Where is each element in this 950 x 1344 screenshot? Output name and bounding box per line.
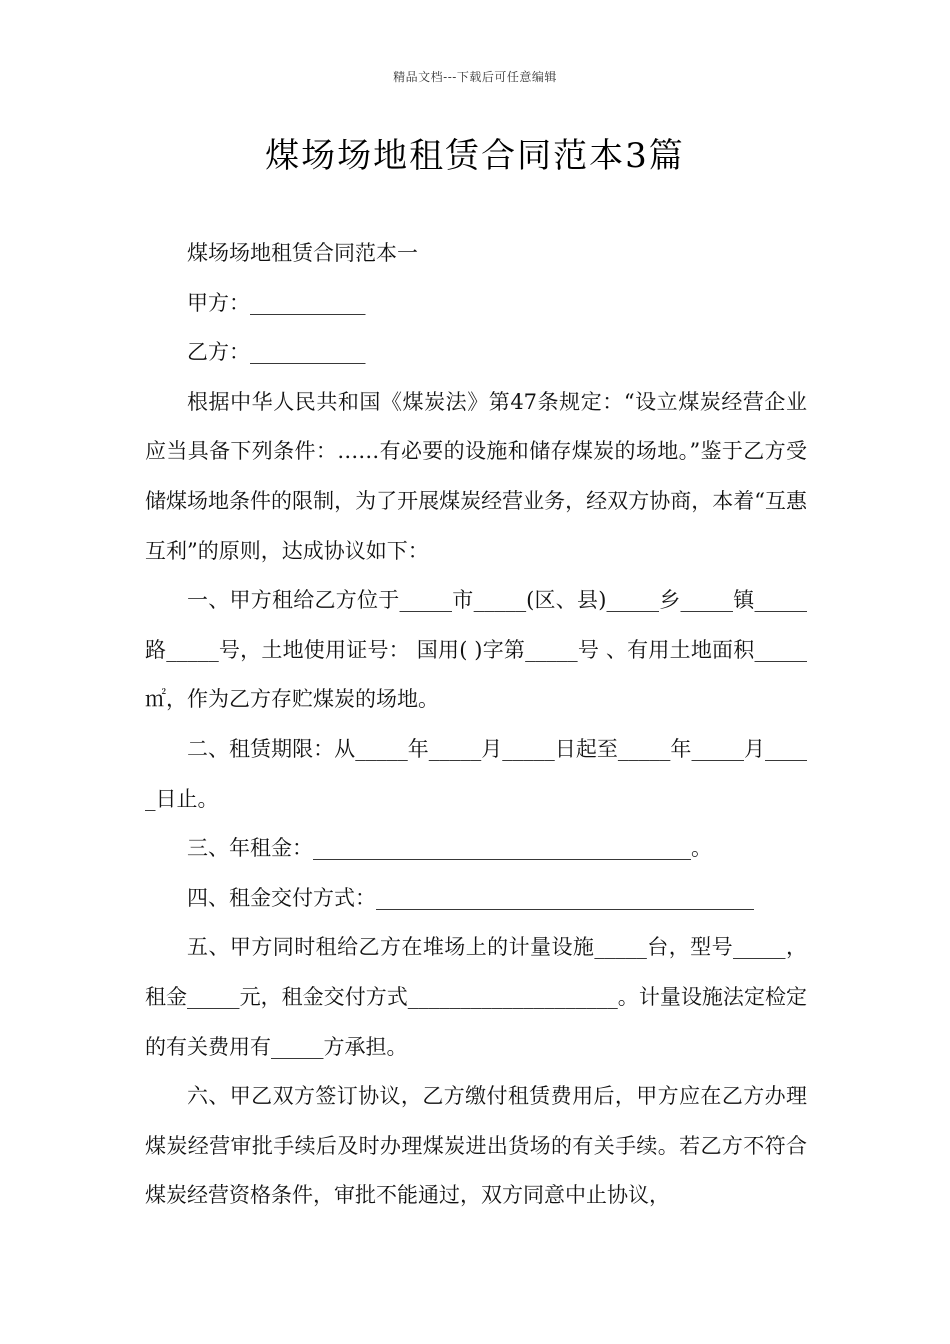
- clause-5: 五、甲方同时租给乙方在堆场上的计量设施_____台，型号_____，租金_____元，租金交付方式____________________。计量设施法定检定的有关费用有_____方承担。: [145, 935, 807, 1059]
- party-a-line: 甲方：___________: [187, 290, 366, 315]
- clause-1: 一、甲方租给乙方位于_____市_____(区、县)_____乡_____镇_____路_____号，土地使用证号： 国用( )字第_____号 、有用土地面积_____㎡，作为乙方存贮煤炭的场地。: [145, 588, 807, 712]
- clause-3: 三、年租金：____________________________________。: [187, 836, 712, 861]
- clause-4: 四、租金交付方式：____________________________________: [187, 885, 754, 910]
- section-heading: 煤场场地租赁合同范本一: [187, 241, 418, 265]
- preamble-paragraph: 根据中华人民共和国《煤炭法》第47条规定：“设立煤炭经营企业应当具备下列条件：……有必要的设施和储存煤炭的场地。”鉴于乙方受储煤场地条件的限制，为了开展煤炭经营业务，经双方协商，本着“互惠互利”的原则，达成协议如下：: [145, 389, 807, 563]
- party-b-line: 乙方：___________: [187, 340, 366, 365]
- document-title: 煤场场地租赁合同范本3篇: [265, 136, 685, 176]
- header-note: 精品文档---下载后可任意编辑: [393, 70, 557, 84]
- clause-2: 二、租赁期限：从_____年_____月_____日起至_____年_____月_____日止。: [145, 736, 807, 811]
- document-body: [145, 229, 807, 1221]
- clause-6: 六、甲乙双方签订协议，乙方缴付租赁费用后，甲方应在乙方办理煤炭经营审批手续后及时办理煤炭进出货场的有关手续。若乙方不符合煤炭经营资格条件，审批不能通过，双方同意中止协议，: [145, 1084, 807, 1208]
